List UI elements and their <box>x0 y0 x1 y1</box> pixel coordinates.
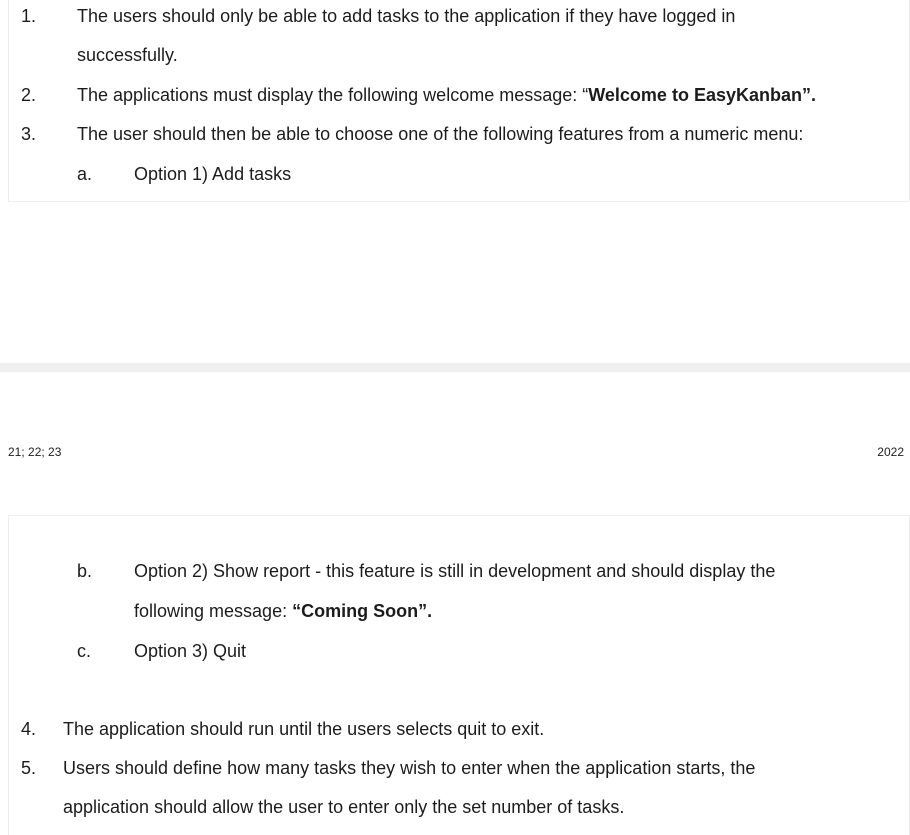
list-item-text: application should allow the user to enter only the set number of tasks. <box>63 797 625 817</box>
sublist-letter: c. <box>77 641 92 661</box>
sublist-item-text: Option 2) Show report - this feature is still in development and should display the <box>134 561 776 581</box>
list-number: 1. <box>21 6 37 26</box>
sublist-letter: b. <box>77 561 93 581</box>
list-number: 5. <box>21 758 37 778</box>
list-item-text: successfully. <box>77 45 178 65</box>
coming-soon-message: “Coming Soon”. <box>292 601 433 621</box>
sublist-item-text: following message: “Coming Soon”. <box>134 601 433 621</box>
list-item-text: The user should then be able to choose one of the following features from a numeric menu: <box>77 124 804 144</box>
sublist-item-text: Option 3) Quit <box>134 641 247 661</box>
footer-left: 21; 22; 23 <box>8 445 62 459</box>
sublist-item-text: Option 1) Add tasks <box>134 164 292 184</box>
list-number: 4. <box>21 719 37 739</box>
sublist-letter: a. <box>77 164 93 184</box>
list-item-text: The applications must display the following welcome message: “Welcome to EasyKanban”. <box>77 85 816 105</box>
footer-right: 2022 <box>877 445 904 459</box>
list-number: 3. <box>21 124 37 144</box>
welcome-message: Welcome to EasyKanban”. <box>588 85 816 105</box>
list-number: 2. <box>21 85 37 105</box>
list-item-text: Users should define how many tasks they wish to enter when the application starts, the <box>63 758 756 778</box>
list-item-text: The application should run until the users selects quit to exit. <box>63 719 545 739</box>
list-item-text: The users should only be able to add tasks to the application if they have logged in <box>77 6 736 26</box>
page-gap <box>0 363 910 372</box>
